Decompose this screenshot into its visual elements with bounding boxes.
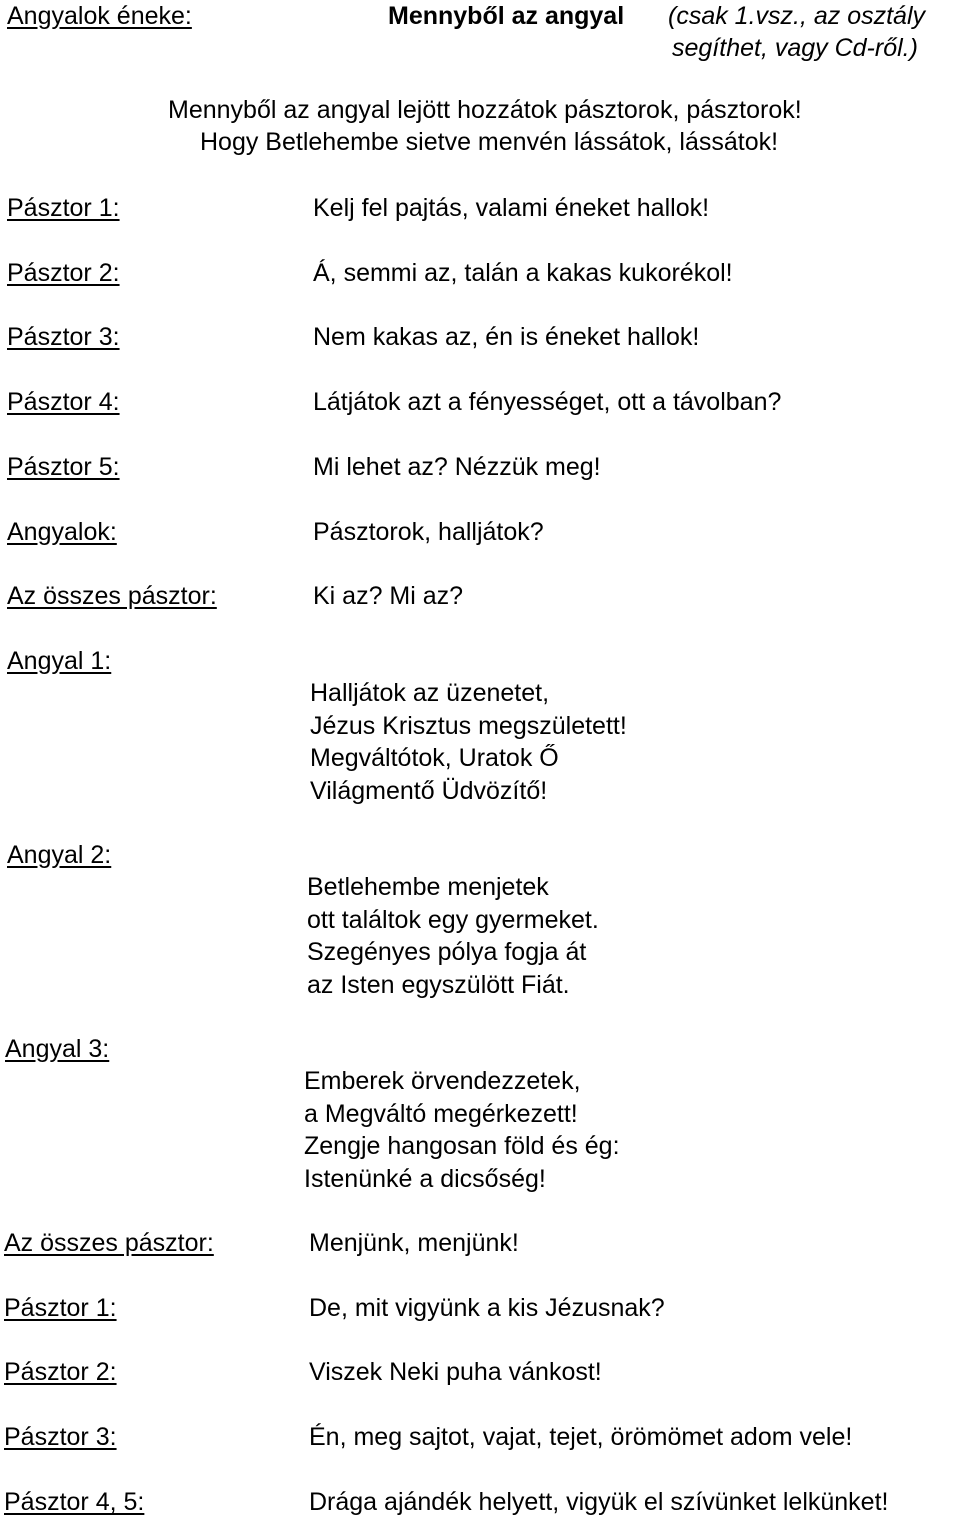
verse-line: az Isten egyszülött Fiát.: [307, 970, 570, 999]
verse-block: [307, 871, 599, 1001]
song-title: Mennyből az angyal: [388, 2, 625, 30]
dialogue-text: De, mit vigyünk a kis Jézusnak?: [309, 1294, 665, 1322]
speaker-label: Pásztor 1:: [4, 1294, 117, 1322]
lyric-line: Mennyből az angyal lejött hozzátok pásztorok, pásztorok!: [168, 96, 802, 124]
verse-block: [310, 677, 627, 807]
song-note-line1: (csak 1.vsz., az osztály: [668, 2, 926, 30]
verse-line: Zengje hangosan föld és ég:: [304, 1132, 620, 1160]
verse-line: ott találtok egy gyermeket.: [307, 905, 599, 934]
speaker-label: Pásztor 3:: [7, 323, 120, 351]
speaker-label: Pásztor 3:: [4, 1423, 117, 1451]
dialogue-text: Á, semmi az, talán a kakas kukorékol!: [313, 259, 733, 287]
verse-line: a Megváltó megérkezett!: [304, 1099, 578, 1128]
speaker-label: Pásztor 4, 5:: [4, 1488, 145, 1516]
verse-line: Istenünké a dicsőség!: [304, 1164, 546, 1193]
dialogue-text: Pásztorok, halljátok?: [313, 518, 544, 546]
speaker-label: Angyal 3:: [5, 1035, 110, 1063]
dialogue-text: Drága ajándék helyett, vigyük el szívünket lelkünket!: [309, 1488, 889, 1516]
verse-line: Világmentő Üdvözítő!: [310, 776, 548, 805]
section-label: Angyalok éneke:: [7, 2, 192, 30]
speaker-label: Pásztor 2:: [7, 259, 120, 287]
verse-line: Emberek örvendezzetek,: [304, 1067, 581, 1095]
speaker-label: Pásztor 2:: [4, 1358, 117, 1386]
speaker-label: Angyalok:: [7, 518, 117, 546]
speaker-label: Pásztor 1:: [7, 194, 120, 222]
speaker-label: Angyal 1:: [7, 647, 112, 675]
dialogue-text: Látjátok azt a fényességet, ott a távolban?: [313, 388, 782, 416]
dialogue-text: Én, meg sajtot, vajat, tejet, örömömet adom vele!: [309, 1423, 853, 1451]
verse-line: Betlehembe menjetek: [307, 873, 549, 901]
song-note-line2: segíthet, vagy Cd-ről.): [672, 34, 918, 62]
speaker-label: Pásztor 4:: [7, 388, 120, 416]
verse-line: Halljátok az üzenetet,: [310, 679, 550, 707]
dialogue-text: Kelj fel pajtás, valami éneket hallok!: [313, 194, 710, 222]
speaker-label: Az összes pásztor:: [7, 582, 217, 610]
verse-line: Megváltótok, Uratok Ő: [310, 744, 559, 772]
speaker-label: Az összes pásztor:: [4, 1229, 214, 1257]
dialogue-text: Menjünk, menjünk!: [309, 1229, 519, 1257]
verse-block: [304, 1065, 620, 1195]
dialogue-text: Nem kakas az, én is éneket hallok!: [313, 323, 700, 351]
lyric-line: Hogy Betlehembe sietve menvén lássátok, lássátok!: [200, 128, 779, 156]
dialogue-text: Mi lehet az? Nézzük meg!: [313, 453, 601, 481]
dialogue-text: Ki az? Mi az?: [313, 582, 464, 610]
dialogue-text: Viszek Neki puha vánkost!: [309, 1358, 602, 1386]
speaker-label: Pásztor 5:: [7, 453, 120, 481]
verse-line: Jézus Krisztus megszületett!: [310, 711, 627, 740]
speaker-label: Angyal 2:: [7, 841, 112, 869]
verse-line: Szegényes pólya fogja át: [307, 938, 587, 966]
